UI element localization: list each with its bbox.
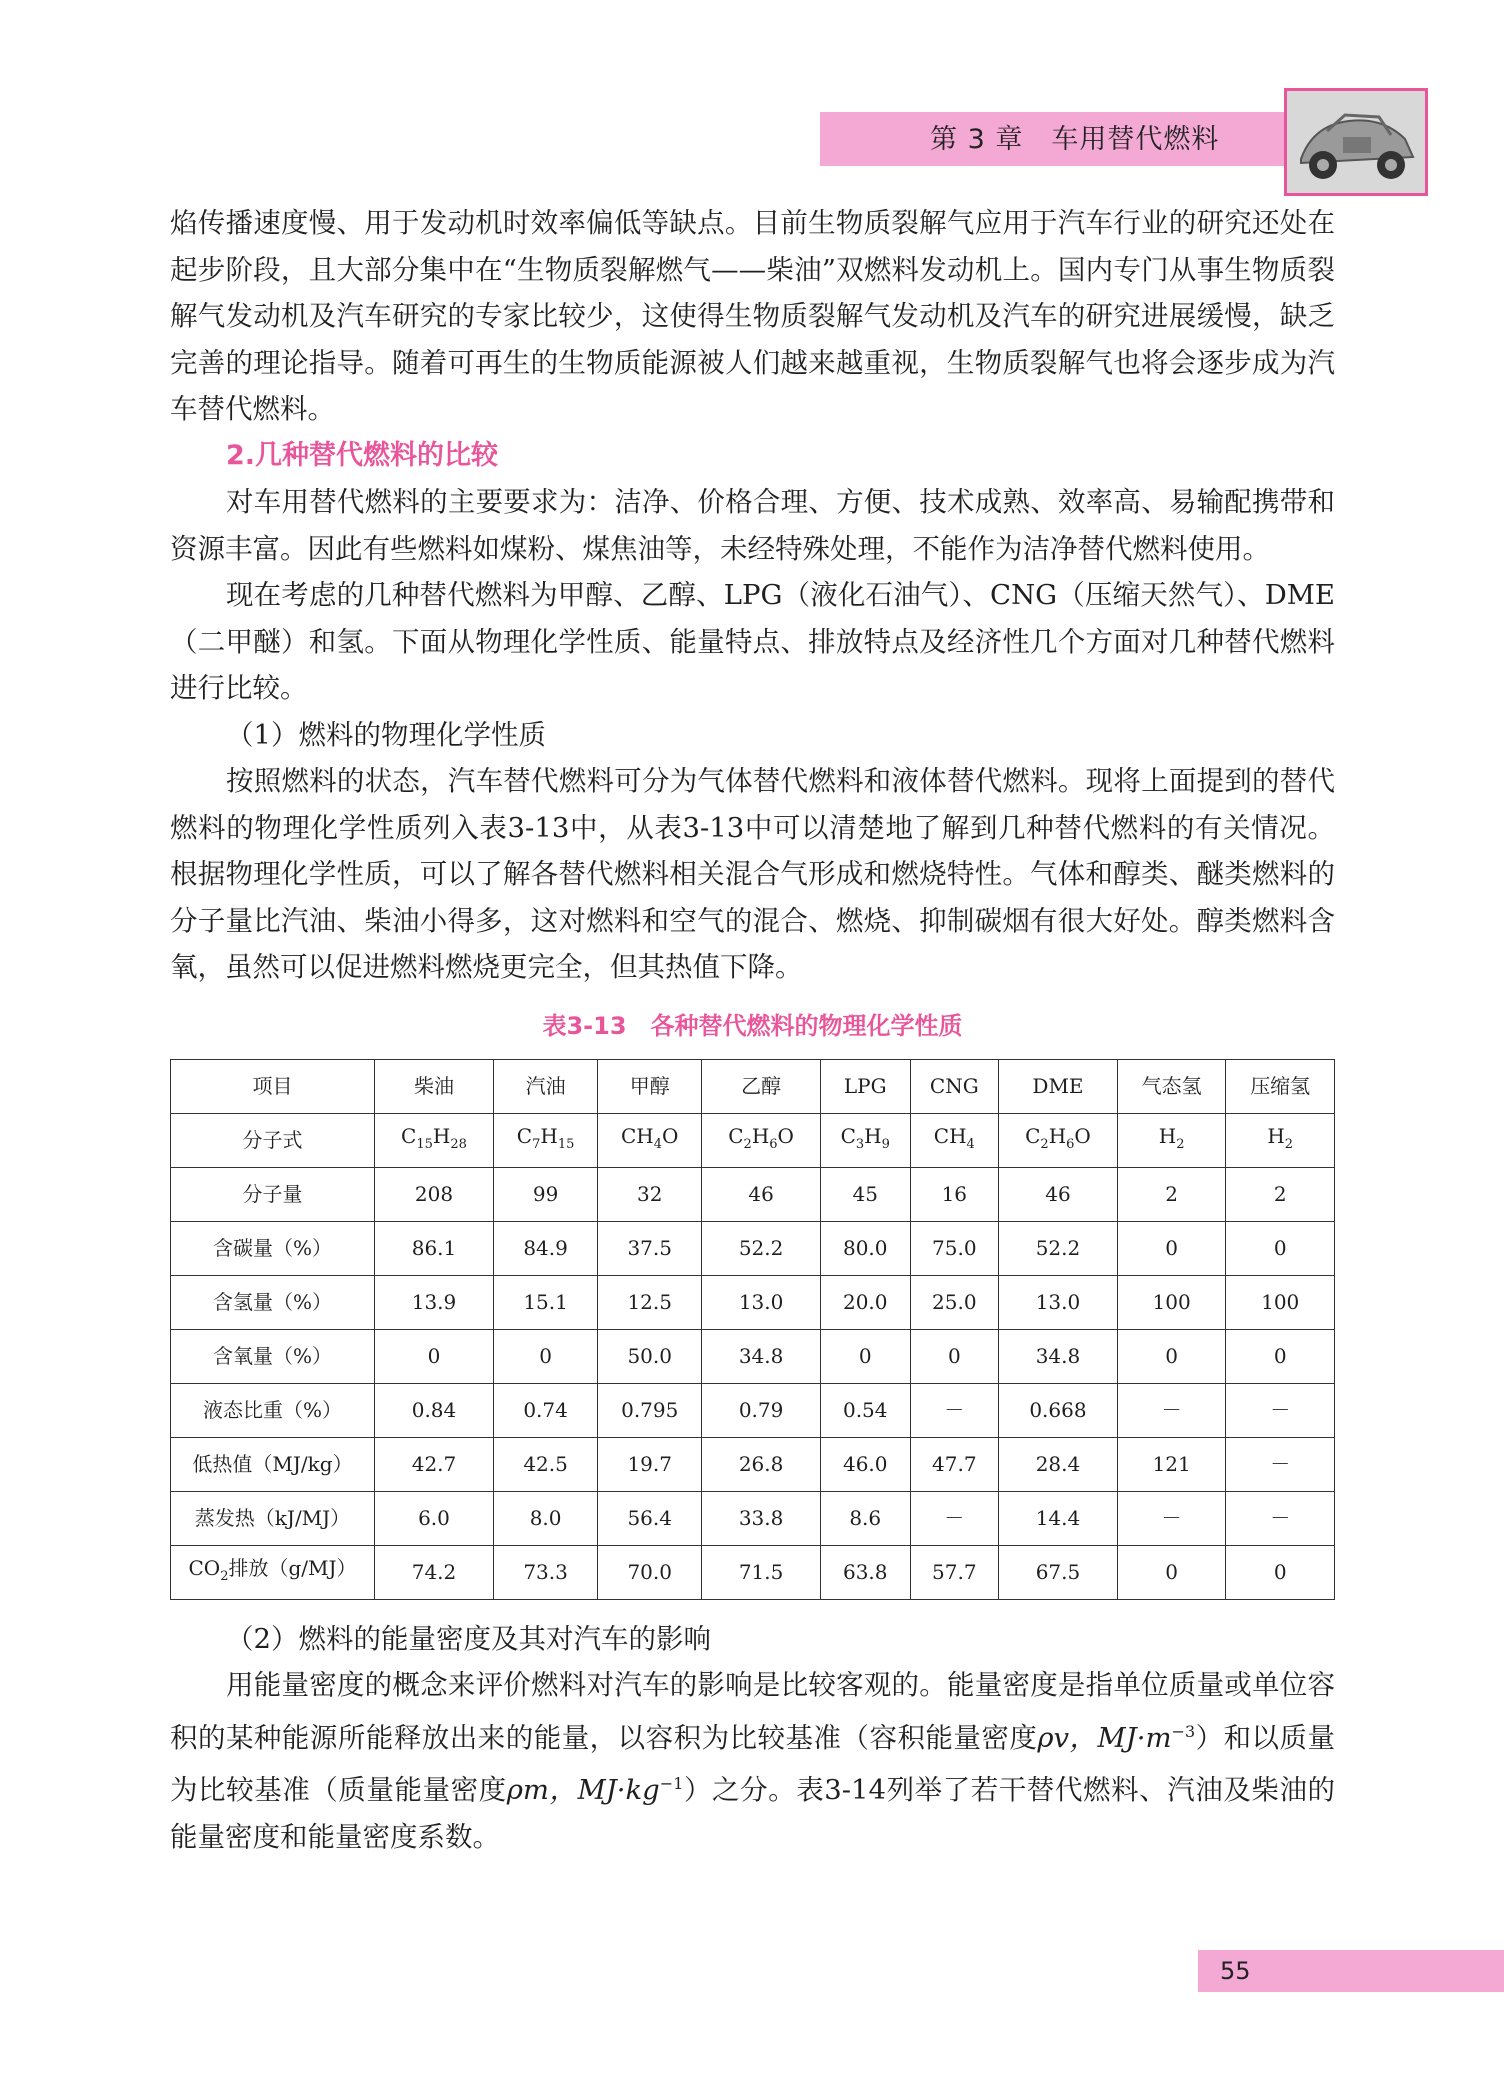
formula-subscript: 9: [881, 1136, 890, 1152]
table-header-cell: 柴油: [375, 1059, 494, 1113]
table-cell: 0.84: [375, 1383, 494, 1437]
paragraph-5-part-b: ）和以质量为比较基准（质量能量密度: [170, 1721, 1336, 1807]
co2-label-text: 排放（g/MJ）: [228, 1555, 357, 1580]
table-cell: －: [1117, 1491, 1226, 1545]
formula-subscript: 15: [557, 1136, 575, 1152]
table-cell: 37.5: [598, 1221, 702, 1275]
table-cell: 86.1: [375, 1221, 494, 1275]
table-cell: 0: [1117, 1545, 1226, 1599]
formula-subscript: 3: [855, 1136, 865, 1152]
table-cell: 57.7: [910, 1545, 999, 1599]
table-cell: 0: [820, 1329, 910, 1383]
formula-symbol: C: [840, 1123, 856, 1148]
table-cell: 6.0: [375, 1491, 494, 1545]
formula-symbol: H: [432, 1123, 451, 1148]
formula-symbol: C: [1025, 1123, 1041, 1148]
formula-cell: [999, 1113, 1118, 1167]
table-row: [171, 1221, 1335, 1275]
table-row: [171, 1167, 1335, 1221]
table-cell: 50.0: [598, 1329, 702, 1383]
formula-symbol: H: [1048, 1123, 1067, 1148]
table-row-formula: [171, 1113, 1335, 1167]
rho-m-exponent: −1: [659, 1774, 684, 1794]
table-cell: 52.2: [702, 1221, 821, 1275]
formula-symbol: C: [516, 1123, 533, 1148]
table-row-label: [171, 1545, 375, 1599]
table-header-cell: 气态氢: [1117, 1059, 1226, 1113]
paragraph-3: 现在考虑的几种替代燃料为甲醇、乙醇、LPG（液化石油气）、CNG（压缩天然气）、DME（二甲醚）和氢。下面从物理化学性质、能量特点、排放特点及经济性几个方面对几种替代燃料进行比较。: [170, 579, 1335, 704]
co2-label-text: CO: [188, 1555, 221, 1580]
formula-cell: [910, 1113, 999, 1167]
formula-symbol: CH: [933, 1123, 967, 1148]
table-row-label: 含氧量（%）: [171, 1329, 375, 1383]
table-header-cell: 乙醇: [702, 1059, 821, 1113]
table-row-label: 含碳量（%）: [171, 1221, 375, 1275]
formula-symbol: C: [401, 1123, 417, 1148]
table-cell: 2: [1226, 1167, 1335, 1221]
formula-subscript: 6: [1066, 1136, 1075, 1152]
table-cell: 67.5: [999, 1545, 1118, 1599]
formula-symbol: O: [1074, 1123, 1091, 1148]
table-cell: 46.0: [820, 1437, 910, 1491]
table-cell: 0: [493, 1329, 597, 1383]
table-cell: 63.8: [820, 1545, 910, 1599]
section-heading: 2.几种替代燃料的比较: [226, 439, 499, 471]
table-cell: 121: [1117, 1437, 1226, 1491]
formula-cell: [702, 1113, 821, 1167]
table-cell: 42.7: [375, 1437, 494, 1491]
table-cell: 74.2: [375, 1545, 494, 1599]
table-cell: 0: [910, 1329, 999, 1383]
formula-symbol: CH: [621, 1123, 654, 1148]
table-cell: 28.4: [999, 1437, 1118, 1491]
subheading-2: （2）燃料的能量密度及其对汽车的影响: [226, 1622, 711, 1655]
formula-symbol: H: [1158, 1123, 1177, 1148]
table-cell: －: [1226, 1383, 1335, 1437]
table-header-cell: 压缩氢: [1226, 1059, 1335, 1113]
paragraph-1: 焰传播速度慢、用于发动机时效率偏低等缺点。目前生物质裂解气应用于汽车行业的研究还处在起步阶段，且大部分集中在“生物质裂解燃气——柴油”双燃料发动机上。国内专门从事生物质裂解气发动机及汽车研究的专家比较少，这使得生物质裂解气发动机及汽车的研究进展缓慢，缺乏完善的理论指导。随着可再生的生物质能源被人们越来越重视，生物质裂解气也将会逐步成为汽车替代燃料。: [170, 207, 1335, 425]
table-row-label: 低热值（MJ/kg）: [171, 1437, 375, 1491]
table-cell: 73.3: [493, 1545, 597, 1599]
table-cell: －: [910, 1491, 999, 1545]
table-cell: 15.1: [493, 1275, 597, 1329]
paragraph-5-part-c: ）之分。表3-14列举了若干替代燃料、汽油及柴油的能量密度和能量密度系数。: [170, 1774, 1336, 1853]
table-cell: 33.8: [702, 1491, 821, 1545]
table-cell: 26.8: [702, 1437, 821, 1491]
table-cell: 70.0: [598, 1545, 702, 1599]
table-cell: 47.7: [910, 1437, 999, 1491]
table-cell: 0: [1226, 1329, 1335, 1383]
table-row: [171, 1383, 1335, 1437]
table-cell: 25.0: [910, 1275, 999, 1329]
table-title: 表3-13 各种替代燃料的物理化学性质: [542, 1011, 963, 1040]
table-header-cell: CNG: [910, 1059, 999, 1113]
table-cell: 13.0: [702, 1275, 821, 1329]
table-cell: 19.7: [598, 1437, 702, 1491]
car-chassis-image: [1284, 88, 1428, 196]
table-header-cell: LPG: [820, 1059, 910, 1113]
formula-cell: [598, 1113, 702, 1167]
chapter-title: 车用替代燃料: [1051, 124, 1220, 155]
table-cell: 32: [598, 1167, 702, 1221]
page-number: 55: [1220, 1957, 1251, 1985]
table-cell: 0: [1226, 1221, 1335, 1275]
table-header-cell: 汽油: [493, 1059, 597, 1113]
table-row-label: 含氢量（%）: [171, 1275, 375, 1329]
paragraph-5: [170, 1662, 1335, 1860]
table-row: [171, 1491, 1335, 1545]
formula-cell: [820, 1113, 910, 1167]
table-cell: 0.795: [598, 1383, 702, 1437]
formula-symbol: C: [728, 1123, 744, 1148]
table-cell: 80.0: [820, 1221, 910, 1275]
formula-subscript: 28: [450, 1136, 467, 1152]
table-cell: －: [1226, 1437, 1335, 1491]
table-cell: 0: [1117, 1221, 1226, 1275]
table-cell: －: [1117, 1383, 1226, 1437]
table-cell: 0: [1226, 1545, 1335, 1599]
table-cell: 100: [1117, 1275, 1226, 1329]
co2-subscript: 2: [220, 1568, 229, 1584]
table-cell: 34.8: [999, 1329, 1118, 1383]
table-cell: 52.2: [999, 1221, 1118, 1275]
chapter-number: 第 3 章: [930, 124, 1024, 155]
table-cell: 42.5: [493, 1437, 597, 1491]
main-content: [170, 200, 1335, 1860]
paragraph-2: 对车用替代燃料的主要要求为：洁净、价格合理、方便、技术成熟、效率高、易输配携带和资源丰富。因此有些燃料如煤粉、煤焦油等，未经特殊处理，不能作为洁净替代燃料使用。: [170, 486, 1335, 565]
formula-cell: [375, 1113, 494, 1167]
table-header-cell: DME: [999, 1059, 1118, 1113]
formula-symbol: H: [1267, 1123, 1285, 1148]
paragraph-4: 按照燃料的状态，汽车替代燃料可分为气体替代燃料和液体替代燃料。现将上面提到的替代燃料的物理化学性质列入表3-13中，从表3-13中可以清楚地了解到几种替代燃料的有关情况。根据物理化学性质，可以了解各替代燃料相关混合气形成和燃烧特性。气体和醇类、醚类燃料的分子量比汽油、柴油小得多，这对燃料和空气的混合、燃烧、抑制碳烟有很大好处。醇类燃料含氧，虽然可以促进燃料燃烧更完全，但其热值下降。: [170, 765, 1335, 983]
table-cell: 45: [820, 1167, 910, 1221]
table-row: [171, 1437, 1335, 1491]
formula-subscript: 4: [966, 1136, 975, 1152]
formula-symbol: H: [864, 1123, 882, 1148]
table-cell: 12.5: [598, 1275, 702, 1329]
formula-subscript: 6: [769, 1136, 778, 1152]
table-cell: 0.668: [999, 1383, 1118, 1437]
formula-subscript: 2: [1284, 1136, 1294, 1152]
table-cell: 14.4: [999, 1491, 1118, 1545]
table-cell: 84.9: [493, 1221, 597, 1275]
table-cell: 8.6: [820, 1491, 910, 1545]
table-row: [171, 1329, 1335, 1383]
table-header-cell: 甲醇: [598, 1059, 702, 1113]
formula-subscript: 4: [653, 1136, 663, 1152]
formula-subscript: 2: [1176, 1136, 1185, 1152]
table-cell: 34.8: [702, 1329, 821, 1383]
car-chassis-icon: [1287, 91, 1425, 193]
table-cell: 0.79: [702, 1383, 821, 1437]
table-row-co2: [171, 1545, 1335, 1599]
table-header-row: [171, 1059, 1335, 1113]
table-cell: 20.0: [820, 1275, 910, 1329]
table-header-cell: 项目: [171, 1059, 375, 1113]
rho-v-unit: ρv，MJ·m: [1037, 1721, 1172, 1754]
formula-symbol: O: [662, 1123, 679, 1148]
formula-symbol: H: [540, 1123, 558, 1148]
table-cell: 46: [999, 1167, 1118, 1221]
rho-m-unit: ρm，MJ·kg: [506, 1774, 660, 1807]
table-cell: 13.9: [375, 1275, 494, 1329]
formula-subscript: 2: [1040, 1136, 1049, 1152]
table-cell: 46: [702, 1167, 821, 1221]
table-cell: －: [1226, 1491, 1335, 1545]
table-cell: 71.5: [702, 1545, 821, 1599]
chapter-header: [930, 118, 1230, 162]
table-cell: 13.0: [999, 1275, 1118, 1329]
formula-symbol: O: [777, 1123, 794, 1148]
table-cell: 0.74: [493, 1383, 597, 1437]
table-cell: 75.0: [910, 1221, 999, 1275]
table-cell: 56.4: [598, 1491, 702, 1545]
table-row: [171, 1275, 1335, 1329]
table-cell: 100: [1226, 1275, 1335, 1329]
formula-symbol: H: [751, 1123, 770, 1148]
table-cell: 0.54: [820, 1383, 910, 1437]
formula-subscript: 2: [743, 1136, 752, 1152]
paragraph-5-part-a: 用能量密度的概念来评价燃料对汽车的影响是比较客观的。能量密度是指单位质量或单位容积的某种能源所能释放出来的能量，以容积为比较基准（容积能量密度: [170, 1669, 1335, 1754]
formula-subscript: 15: [416, 1136, 433, 1152]
table-cell: 8.0: [493, 1491, 597, 1545]
table-row-label: 分子量: [171, 1167, 375, 1221]
table-cell: 99: [493, 1167, 597, 1221]
subheading-1: （1）燃料的物理化学性质: [226, 718, 546, 751]
formula-cell: [1117, 1113, 1226, 1167]
formula-cell: [493, 1113, 597, 1167]
table-cell: 0: [1117, 1329, 1226, 1383]
formula-cell: [1226, 1113, 1335, 1167]
table-cell: 0: [375, 1329, 494, 1383]
properties-table: [170, 1059, 1335, 1600]
table-cell: －: [910, 1383, 999, 1437]
table-row-label: 液态比重（%）: [171, 1383, 375, 1437]
table-cell: 2: [1117, 1167, 1226, 1221]
rho-v-exponent: −3: [1171, 1721, 1196, 1741]
table-cell: 208: [375, 1167, 494, 1221]
table-row-label: 分子式: [171, 1113, 375, 1167]
table-row-label: 蒸发热（kJ/MJ）: [171, 1491, 375, 1545]
formula-subscript: 7: [532, 1136, 541, 1152]
table-cell: 16: [910, 1167, 999, 1221]
